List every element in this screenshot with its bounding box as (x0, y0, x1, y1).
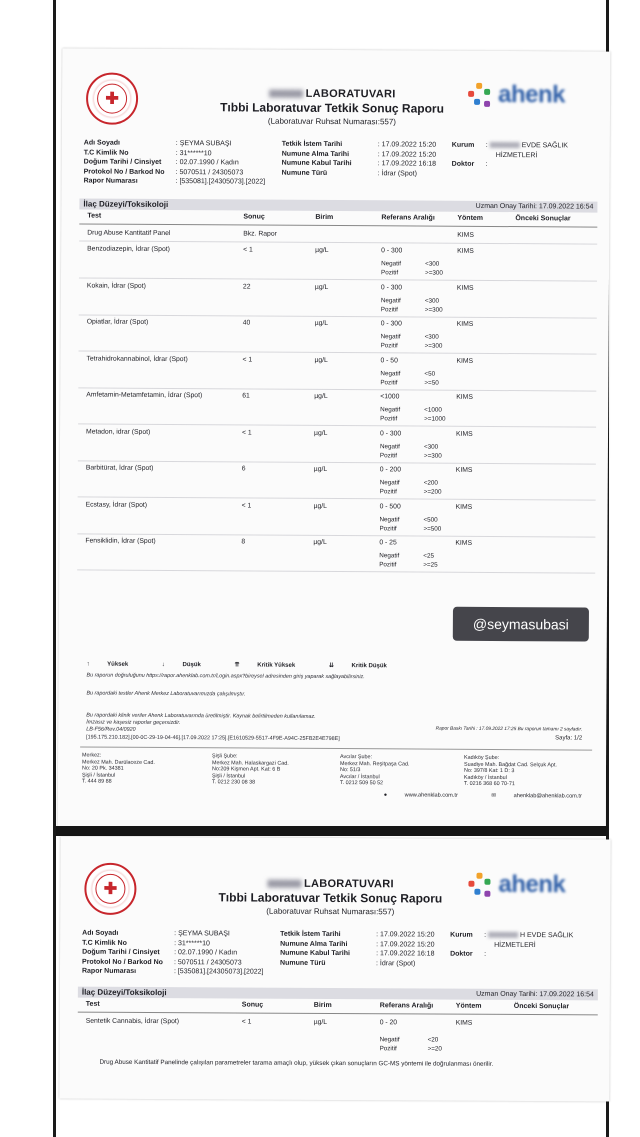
page-number: Sayfa: 1/2 (555, 735, 583, 742)
arrow-up-icon: ↑ (86, 661, 90, 668)
table-row: Tetrahidrokannabinol, İdrar (Spot) < 1 µg/L 0 - 50 KIMS Negatif <50 Pozitif >=50 (78, 353, 596, 391)
table-row: Barbitürat, İdrar (Spot) 6 µg/L 0 - 200 KIMS Negatif <200 Pozitif >=200 (78, 462, 596, 500)
legend: ↑ Yüksek ↓ Düşük ⇈ Kritik Yüksek ⇊ Kritik Düşük (86, 661, 387, 670)
brand-logo: ahenk (468, 869, 588, 904)
section-header: İlaç Düzeyi/Toksikoloji Uzman Onay Tarihi: 17.09.2022 16:54 (78, 987, 598, 1001)
brand-logo: ahenk (468, 79, 588, 114)
footer-divider (80, 746, 592, 750)
trace-code: [195.175.210.182].[00-0C-29-19-04-46].[17.09.2022 17:25].[E1610529-5517-4F9E-A94C-25FB2E4E798E] (86, 734, 340, 743)
license-number: (Laboratuvar Ruhsat Numarası:557) (266, 906, 395, 917)
page-separator (56, 826, 608, 836)
report-header (200, 877, 460, 916)
performed-note: Bu rapordaki testler Ahenk Merkez Laboratuvarımızda çalışılmıştır. (86, 690, 246, 698)
lab-name: LABORATUVARI (305, 87, 396, 101)
report-header (202, 87, 462, 127)
branch-info: Avcılar Şube: Merkez Mah. Reşitpaşa Cad. No: 51/3 Avcılar / İstanbul T. 0212 509 50 52 (339, 754, 410, 787)
report-page-1 (58, 48, 611, 831)
section-header: İlaç Düzeyi/Toksikoloji Uzman Onay Tarihi: 17.09.2022 16:54 (79, 198, 597, 212)
branch-info: Şişli Şube: Merkez Mah. Halaskargazi Cad. No:209 Kişmen Apt. Kat: 6 B Şişli / İstanbul T. 0212 230 08 38 (211, 753, 289, 786)
verify-note: Bu raporun doğruluğunu https://rapor.ahenklab.com.tr/Login.aspx?bireysel adresinden giriş yaparak sağlayabilirsiniz. (86, 672, 365, 681)
branch-info: Kadıköy Şube: Suadiye Mah. Bağdat Cad. Selçuk Apt. No: 397/8 Kat: 1 D: 3 Kadıköy / İstanbul T. 0216 368 60 70-71 (463, 754, 557, 788)
report-title: Tıbbi Laboratuvar Tetkik Sonuç Raporu (218, 890, 443, 906)
print-date: Rapor Baskı Tarihi : 17.09.2022 17:25 Bu raporun tamamı 2 sayfadır. (435, 726, 583, 733)
ministry-logo: ✚ (84, 863, 136, 915)
unsigned-note: İmzasız ve kaşesiz raporlar geçersizdir. (86, 719, 181, 727)
table-row: Metadon, idrar (Spot) < 1 µg/L 0 - 300 KIMS Negatif <300 Pozitif >=300 (78, 426, 596, 464)
branch-info: Merkez: Merkez Mah. Darülaceze Cad. No: 20 Pk. 34381 Şişli / İstanbul T. 444 89 88 (81, 752, 155, 786)
table-header: Test Sonuç Birim Referans Aralığı Yöntem Önceki Sonuçlar (78, 1001, 598, 1016)
report-page-2: ✚ LABORATUVARI Tıbbi Laboratuvar Tetkik Sonuç Raporu (Laboratuvar Ruhsat Numarası:557) ahenk Adı Soyadı : ŞEYMA SUBAŞI T.C Kimlik No : 31******10 Doğum Tarihi / Cinsiyet : 02.07.1990 / Kadın Protokol No / Barkod No : 5070511 / 24305073 Rapor Numarası : [535081].[24305073].[2022] Tetkik İstem Tarihi : 17.09.2022 15:20 Numune Alma Tarihi : 17.09.2022 15:20 Numune Kabul Tarihi : 17.09.2022 16:18 Numune Türü : İdrar (Spot) Kurum : H EVDE SAĞLIK HİZMETLERİ Doktor : İlaç Düzeyi/Toksikoloji Uzman Onay Tarihi: 17.09.2022 16:54 Test Sonuç Birim Referans Aralığı Yöntem Önceki Sonuçlar Sentetik Cannabis, İdrar (Spot) < 1 µg/L 0 - 20 KIMS Negatif <20 Pozitif >=20 Drug Abuse Kantitatif Panelinde çalışılan parametreler tarama amaçlı olup, yüksek çıkan sonuçların GC-MS yöntemi ile doğrulanması önerilir. (59, 837, 610, 1102)
table-row: Kokain, İdrar (Spot) 22 µg/L 0 - 300 KIMS Negatif <300 Pozitif >=300 (79, 280, 597, 318)
table-row: Drug Abuse Kantitatif Panel Bkz. Rapor KIMS (79, 229, 597, 244)
table-row: Sentetik Cannabis, İdrar (Spot) < 1 µg/L 0 - 20 KIMS (85, 1017, 473, 1027)
footer-links (352, 792, 582, 799)
table-row: Benzodiazepin, İdrar (Spot) < 1 µg/L 0 - 300 KIMS Negatif <300 Pozitif >=300 (79, 243, 597, 281)
table-row: Ecstasy, İdrar (Spot) < 1 µg/L 0 - 500 KIMS Negatif <500 Pozitif >=500 (77, 499, 595, 537)
double-arrow-down-icon: ⇊ (328, 662, 334, 670)
table-row: Opiatlar, İdrar (Spot) 40 µg/L 0 - 300 KIMS Negatif <300 Pozitif >=300 (79, 316, 597, 354)
report-title: Tıbbi Laboratuvar Tetkik Sonuç Raporu (220, 100, 444, 116)
table-row: Fensiklidin, İdrar (Spot) 8 µg/L 0 - 25 KIMS Negatif <25 Pozitif >=25 (77, 535, 595, 573)
arrow-down-icon: ↓ (161, 661, 165, 668)
globe-icon: ● (383, 792, 388, 799)
lab-name: LABORATUVARI (303, 877, 394, 891)
mail-icon: ✉ (491, 792, 497, 799)
patient-info: Adı Soyadı : ŞEYMA SUBAŞI T.C Kimlik No : 31******10 Doğum Tarihi / Cinsiyet : 02.07.1990 / Kadın Protokol No / Barkod No : 5070511 / 24305073 Rapor Numarası : [535081].[24305073].[2022] Tetkik İstem Tarihi : 17.09.2022 15:20 Numune Alma Tarihi : 17.09.2022 15:20 Numune Kabul Tarihi : 17.09.2022 16:18 Numune Türü : İdrar (Spot) Kurum : H EVDE SAĞLIK HİZMETLERİ Doktor : (81, 929, 574, 977)
form-code: LB-F56/Rev.04/0920 (86, 726, 136, 733)
website-link[interactable]: www.ahenklab.com.tr (404, 792, 458, 799)
left-border (0, 0, 56, 1137)
license-number: (Laboratuvar Ruhsat Numarası:557) (267, 116, 397, 127)
table-row: Amfetamin-Metamfetamin, İdrar (Spot) 61 µg/L <1000 KIMS Negatif <1000 Pozitif >=1000 (78, 389, 596, 427)
clinical-note: Bu rapordaki klinik veriler Ahenk Laboratuvarında üretilmiştir. Kaynak belirtilmeden kullanılamaz. (86, 712, 316, 720)
confirmation-note: Drug Abuse Kantitatif Panelinde çalışılan parametreler tarama amaçlı olup, yüksek çıkan sonuçların GC-MS yöntemi ile doğrulanması önerilir. (99, 1058, 494, 1068)
right-border (606, 0, 640, 1137)
double-arrow-up-icon: ⇈ (234, 662, 240, 669)
watermark-tag: @seymasubasi (453, 607, 589, 642)
table-header: Test Sonuç Birim Referans Aralığı Yöntem Önceki Sonuçlar (79, 212, 597, 227)
ministry-logo: ✚ (86, 72, 138, 124)
patient-info: Adı Soyadı : ŞEYMA SUBAŞI T.C Kimlik No : 31******10 Doğum Tarihi / Cinsiyet : 02.07.1990 / Kadın Protokol No / Barkod No : 5070511 / 24305073 Rapor Numarası : [535081].[24305073].[2022] Tetkik İstem Tarihi : 17.09.2022 15:20 Numune Alma Tarihi : 17.09.2022 15:20 Numune Kabul Tarihi : 17.09.2022 16:18 Numune Türü : İdrar (Spot) Kurum : EVDE SAĞLIK HİZMETLERİ Doktor : (83, 139, 568, 186)
email-link[interactable]: ahenklab@ahenklab.com.tr (513, 793, 582, 800)
